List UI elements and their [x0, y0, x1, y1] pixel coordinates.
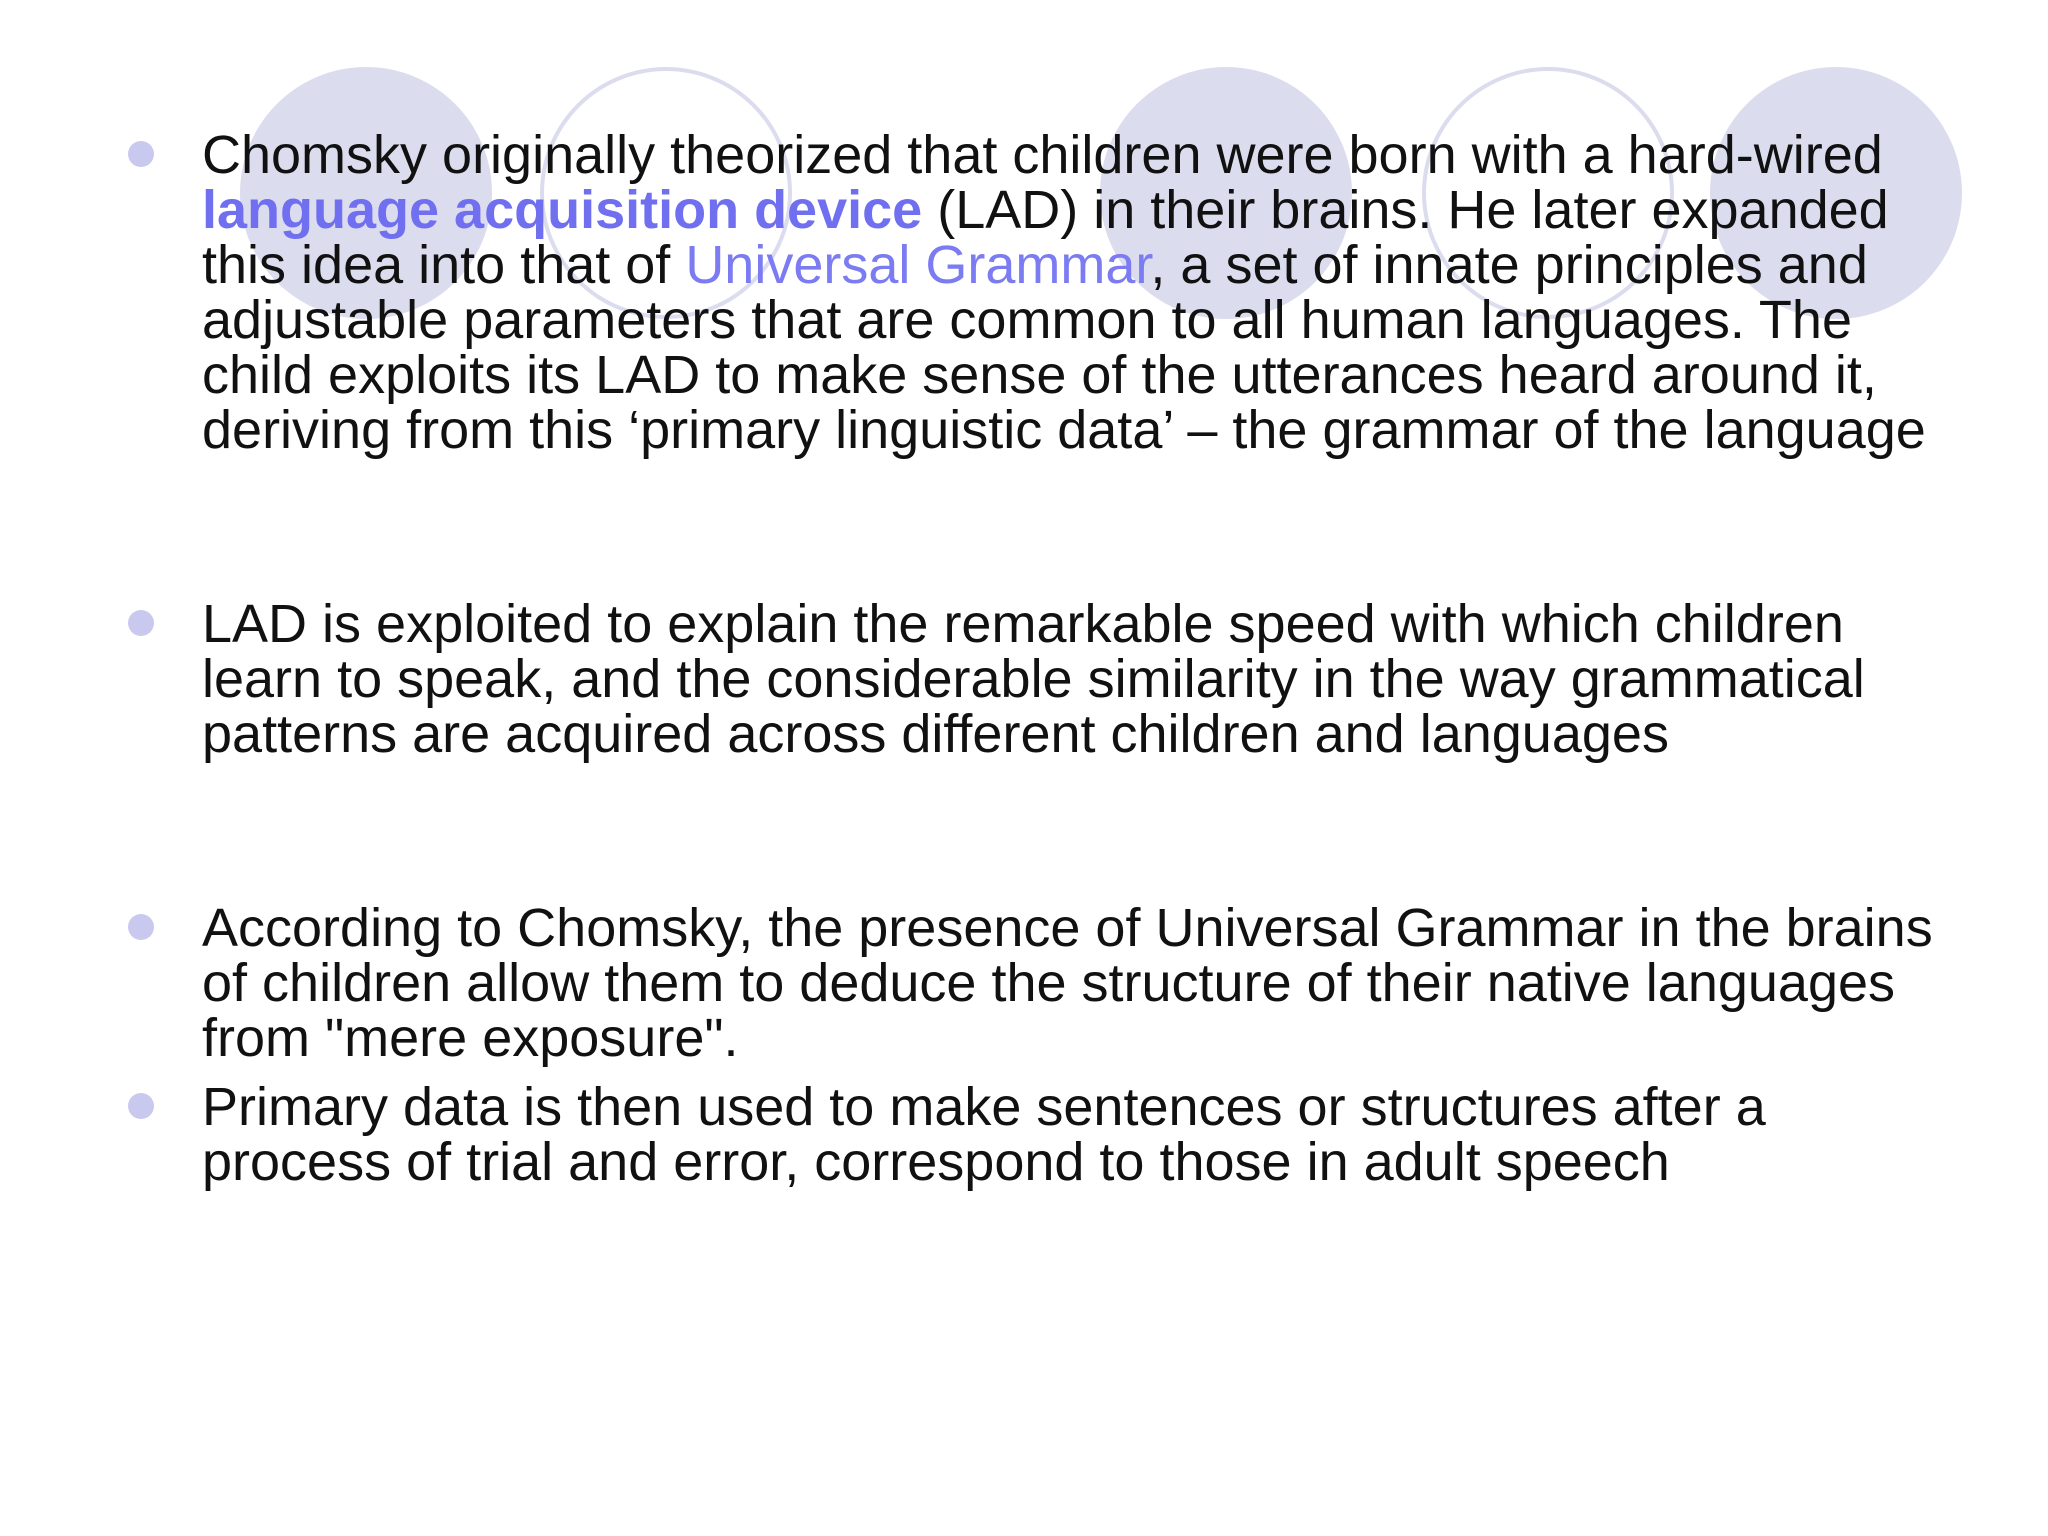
bullet-dot-icon	[128, 914, 154, 940]
bullet-text: According to Chomsky, the presence of Universal Grammar in the brains of children allow them to deduce the structure of their native languages from "mere exposure".	[202, 898, 1933, 1068]
bullet-text: Primary data is then used to make sentences or structures after a process of trial and error, correspond to those in adult speech	[202, 1077, 1766, 1192]
bullet-dot-icon	[128, 1093, 154, 1119]
term-universal-grammar: Universal Grammar	[685, 235, 1151, 295]
bullet-dot-icon	[128, 610, 154, 636]
bullet-text-segment: (LAD) in their brains. He later expanded this idea into that of	[202, 180, 1889, 295]
bullet-dot-icon	[128, 141, 154, 167]
bullet-text-segment: Chomsky originally theorized that children were born with a hard-wired	[202, 125, 1883, 185]
bullet-text: LAD is exploited to explain the remarkable speed with which children learn to speak, and the considerable similarity in the way grammatical patterns are acquired across different children and languages	[202, 594, 1865, 764]
bullet-text-segment: , a set of innate principles and adjustable parameters that are common to all human languages. The child exploits its LAD to make sense of the utterances heard around it, deriving from this ‘primary linguistic data’ – the grammar of the language	[202, 235, 1926, 460]
term-lad: language acquisition device	[202, 180, 923, 240]
bullet-text	[202, 125, 1952, 460]
